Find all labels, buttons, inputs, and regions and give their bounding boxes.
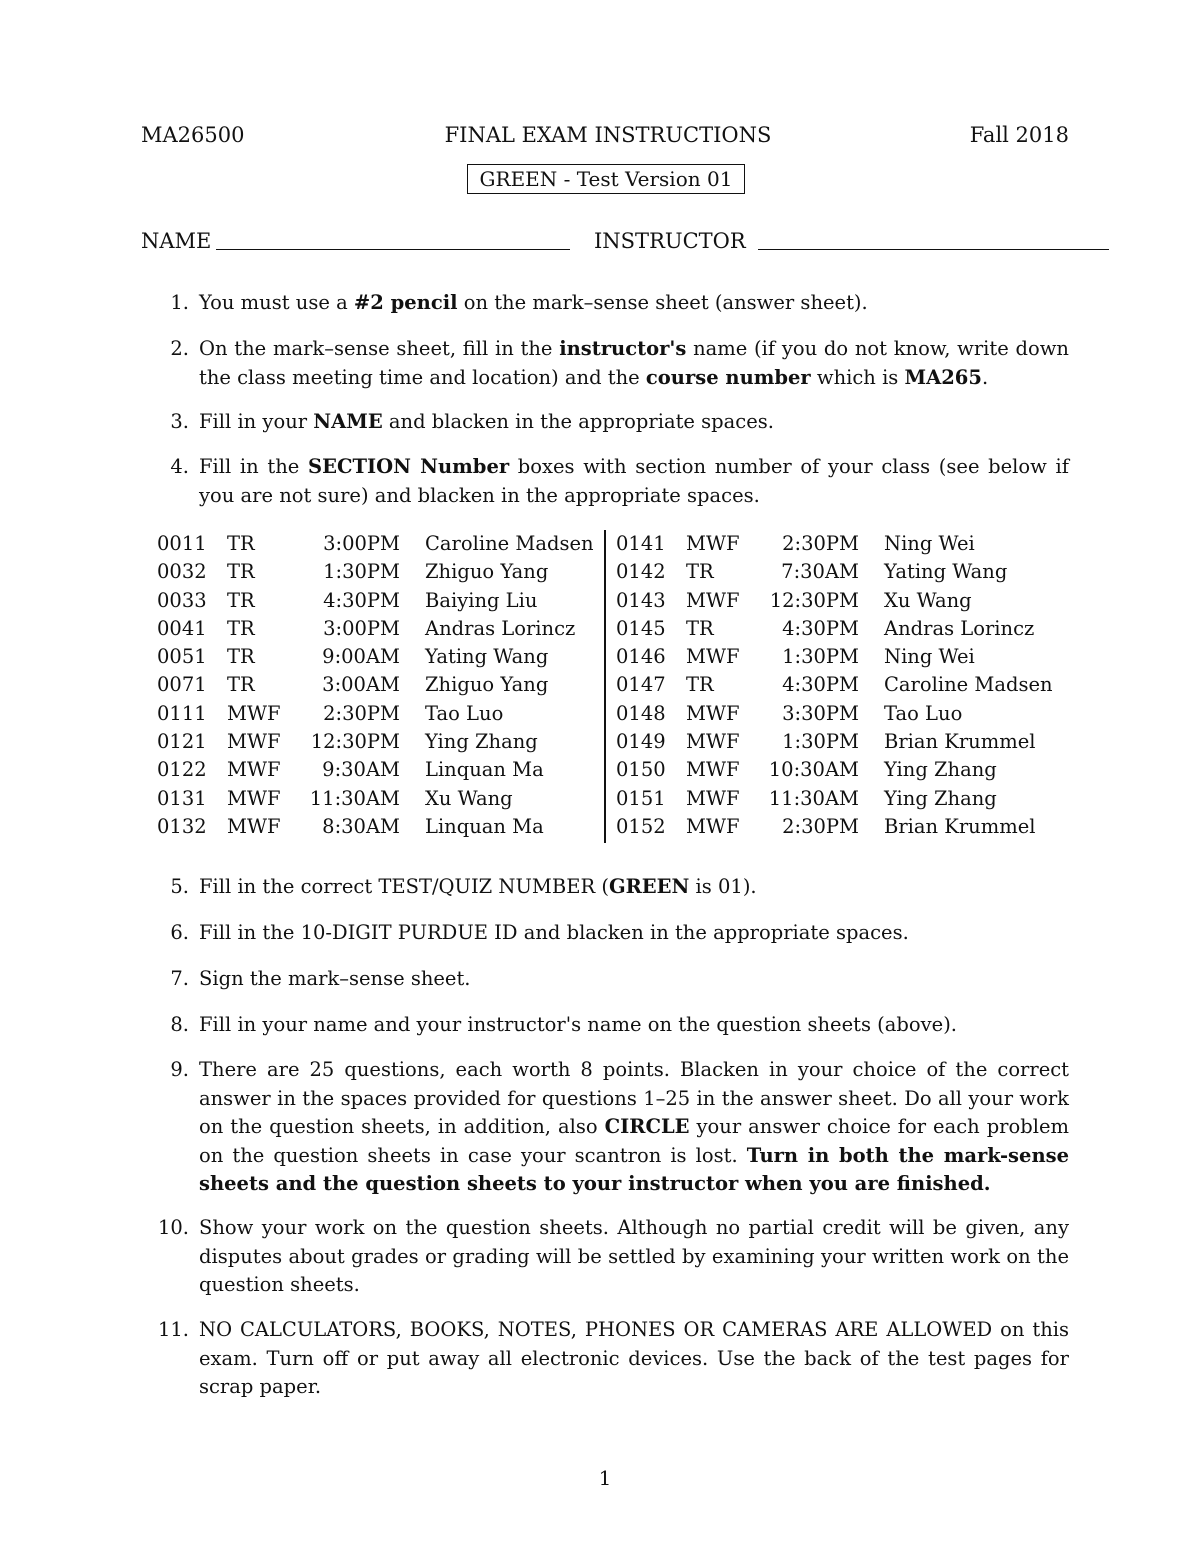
page-number: 1: [598, 1466, 612, 1490]
section-instructor: Andras Lorincz: [425, 616, 576, 640]
section-number: 0121: [157, 730, 207, 754]
section-days: TR: [227, 532, 255, 555]
instruction-item: [170, 1056, 1070, 1199]
name-field[interactable]: [216, 227, 570, 250]
item-number: 6.: [170, 921, 189, 944]
section-time: 2:30PM: [782, 814, 859, 838]
section-time: 3:00AM: [322, 673, 400, 697]
item-number: 11.: [157, 1318, 189, 1341]
section-instructor: Ning Wei: [884, 645, 975, 669]
item-emphasis: SECTION Number: [308, 455, 510, 478]
name-label: NAME: [141, 229, 212, 253]
section-days: MWF: [686, 786, 740, 810]
section-days: MWF: [227, 701, 281, 725]
item-emphasis: Turn in both the mark-sense sheets and the question sheets to your instructor when you are finished.: [199, 1143, 1070, 1195]
section-days: TR: [686, 673, 714, 697]
section-instructor: Caroline Madsen: [884, 673, 1053, 697]
section-time: 3:30PM: [782, 701, 859, 725]
section-days: MWF: [686, 730, 740, 754]
section-number: 0141: [616, 532, 666, 555]
section-days: MWF: [686, 701, 740, 725]
item-text: is 01).: [689, 875, 757, 898]
item-text: Sign the mark–sense sheet.: [199, 967, 471, 990]
section-number: 0032: [157, 560, 207, 584]
section-instructor: Zhiguo Yang: [425, 560, 549, 584]
section-number: 0149: [616, 730, 666, 754]
item-text: Fill in your: [199, 410, 314, 433]
item-text: your answer choice for each problem on the question sheets in case your scantron is lost.: [199, 1115, 1069, 1167]
section-number: 0033: [157, 588, 207, 612]
section-time: 1:30PM: [782, 645, 859, 669]
item-text: Fill in your name and your instructor's name on the question sheets (above).: [199, 1013, 957, 1036]
section-time: 3:00PM: [323, 616, 400, 640]
section-instructor: Ying Zhang: [884, 786, 997, 810]
item-text: Fill in the: [199, 455, 308, 478]
section-days: TR: [227, 560, 255, 584]
item-number: 4.: [170, 455, 189, 478]
section-time: 11:30AM: [768, 786, 859, 810]
section-time: 9:30AM: [322, 758, 400, 782]
section-time: 12:30PM: [310, 730, 400, 754]
section-time: 8:30AM: [322, 814, 400, 838]
item-emphasis: GREEN: [608, 875, 690, 898]
section-time: 9:00AM: [322, 645, 400, 669]
section-instructor: Zhiguo Yang: [425, 673, 549, 697]
section-number: 0151: [616, 786, 666, 810]
item-text: boxes with section number of your class (see below if you are not sure) and blacken in the appropriate spaces.: [199, 455, 1069, 507]
section-instructor: Ying Zhang: [884, 758, 997, 782]
section-instructor: Brian Krummel: [884, 814, 1036, 838]
item-emphasis: #2 pencil: [353, 291, 458, 314]
item-text: Fill in the correct TEST/QUIZ NUMBER (: [199, 875, 609, 898]
section-instructor: Caroline Madsen: [425, 532, 594, 555]
section-number: 0132: [157, 814, 207, 838]
item-number: 8.: [170, 1013, 189, 1036]
test-version-box: GREEN - Test Version 01: [467, 164, 745, 194]
item-text: which is: [810, 365, 905, 389]
instruction-item: [157, 1316, 1069, 1402]
section-time: 11:30AM: [309, 786, 400, 810]
instruction-item: [170, 408, 1069, 437]
section-days: MWF: [227, 758, 281, 782]
section-number: 0051: [157, 645, 207, 669]
section-number: 0152: [616, 814, 666, 838]
item-number: 9.: [170, 1058, 189, 1081]
section-days: TR: [227, 588, 255, 612]
item-text: Fill in the 10-DIGIT PURDUE ID and blacken in the appropriate spaces.: [199, 921, 909, 944]
section-time: 10:30AM: [768, 758, 859, 782]
section-instructor: Ying Zhang: [425, 730, 538, 754]
section-days: TR: [227, 645, 255, 669]
section-instructor: Andras Lorincz: [884, 616, 1035, 640]
item-text: On the mark–sense sheet, fill in the: [199, 337, 560, 360]
section-number: 0146: [616, 645, 666, 669]
section-number: 0071: [157, 673, 207, 697]
instruction-item: [170, 919, 1069, 948]
instruction-item: [170, 335, 1069, 392]
course-code: MA26500: [141, 123, 245, 147]
section-days: TR: [686, 616, 714, 640]
instruction-item: [170, 965, 1069, 994]
item-number: 3.: [170, 410, 189, 433]
item-text: You must use a: [199, 291, 354, 314]
section-instructor: Linquan Ma: [425, 758, 544, 782]
section-instructor: Baiying Liu: [425, 588, 538, 612]
section-time: 3:00PM: [323, 532, 400, 555]
section-instructor: Tao Luo: [884, 701, 963, 725]
section-days: MWF: [686, 758, 740, 782]
section-number: 0122: [157, 758, 207, 782]
section-instructor: Linquan Ma: [425, 814, 544, 838]
item-number: 7.: [170, 967, 189, 990]
section-days: TR: [227, 616, 255, 640]
item-text: .: [981, 365, 989, 389]
item-emphasis: course number: [645, 365, 811, 389]
section-days: MWF: [686, 814, 740, 838]
section-number: 0150: [616, 758, 666, 782]
item-emphasis: CIRCLE: [604, 1115, 690, 1138]
section-instructor: Tao Luo: [425, 701, 504, 725]
section-time: 4:30PM: [782, 673, 859, 697]
item-emphasis: instructor's: [559, 337, 687, 360]
item-text: and blacken in the appropriate spaces.: [382, 410, 774, 433]
section-days: MWF: [227, 730, 281, 754]
section-time: 2:30PM: [782, 532, 859, 555]
instruction-item: [170, 289, 1069, 318]
section-number: 0111: [157, 701, 207, 725]
instruction-item: [157, 1214, 1069, 1300]
section-days: MWF: [227, 786, 281, 810]
section-days: MWF: [686, 645, 740, 669]
section-instructor: Yating Wang: [425, 645, 549, 669]
section-time: 1:30PM: [323, 560, 400, 584]
section-number: 0011: [157, 532, 207, 555]
page-title: FINAL EXAM INSTRUCTIONS: [444, 123, 772, 147]
section-instructor: Xu Wang: [884, 588, 972, 612]
section-time: 4:30PM: [782, 616, 859, 640]
item-emphasis: NAME: [313, 410, 383, 433]
instructor-label: INSTRUCTOR: [594, 229, 746, 253]
section-instructor: Yating Wang: [884, 560, 1008, 584]
section-days: MWF: [686, 588, 740, 612]
instruction-item: [170, 1011, 1069, 1040]
item-text: NO CALCULATORS, BOOKS, NOTES, PHONES OR CAMERAS ARE ALLOWED on this exam. Turn off or put away all electronic devices. Use the back of the test pages for scrap paper.: [199, 1318, 1069, 1398]
section-number: 0142: [616, 560, 666, 584]
instruction-item: [170, 453, 1069, 510]
section-time: 1:30PM: [782, 730, 859, 754]
section-time: 7:30AM: [781, 560, 859, 584]
instruction-item: [170, 873, 1069, 902]
item-number: 2.: [170, 337, 189, 360]
item-number: 5.: [170, 875, 189, 898]
section-number: 0148: [616, 701, 666, 725]
instructor-field[interactable]: [758, 227, 1109, 250]
item-emphasis: MA265: [904, 365, 982, 389]
item-text: Show your work on the question sheets. Although no partial credit will be given, any disputes about grades or grading will be settled by examining your written work on the question sheets.: [199, 1216, 1069, 1296]
section-table-divider: [604, 530, 606, 843]
item-text: name (if you do not know, write down the class meeting time and location) and the: [199, 337, 1069, 389]
section-time: 4:30PM: [323, 588, 400, 612]
term-label: Fall 2018: [969, 123, 1069, 147]
section-number: 0145: [616, 616, 666, 640]
section-number: 0143: [616, 588, 666, 612]
item-number: 10.: [157, 1216, 189, 1239]
section-number: 0147: [616, 673, 666, 697]
section-time: 12:30PM: [769, 588, 859, 612]
section-instructor: Ning Wei: [884, 532, 975, 555]
section-number: 0131: [157, 786, 207, 810]
section-number: 0041: [157, 616, 207, 640]
section-days: MWF: [227, 814, 281, 838]
section-days: TR: [227, 673, 255, 697]
item-text: There are 25 questions, each worth 8 points. Blacken in your choice of the correct answer in the spaces provided for questions 1–25 in the answer sheet. Do all your work on the question sheets, in addition, also: [199, 1058, 1069, 1138]
section-days: TR: [686, 560, 714, 584]
section-instructor: Xu Wang: [425, 786, 513, 810]
section-days: MWF: [686, 532, 740, 555]
section-instructor: Brian Krummel: [884, 730, 1036, 754]
section-time: 2:30PM: [323, 701, 400, 725]
item-text: on the mark–sense sheet (answer sheet).: [457, 291, 868, 314]
item-number: 1.: [170, 291, 189, 314]
